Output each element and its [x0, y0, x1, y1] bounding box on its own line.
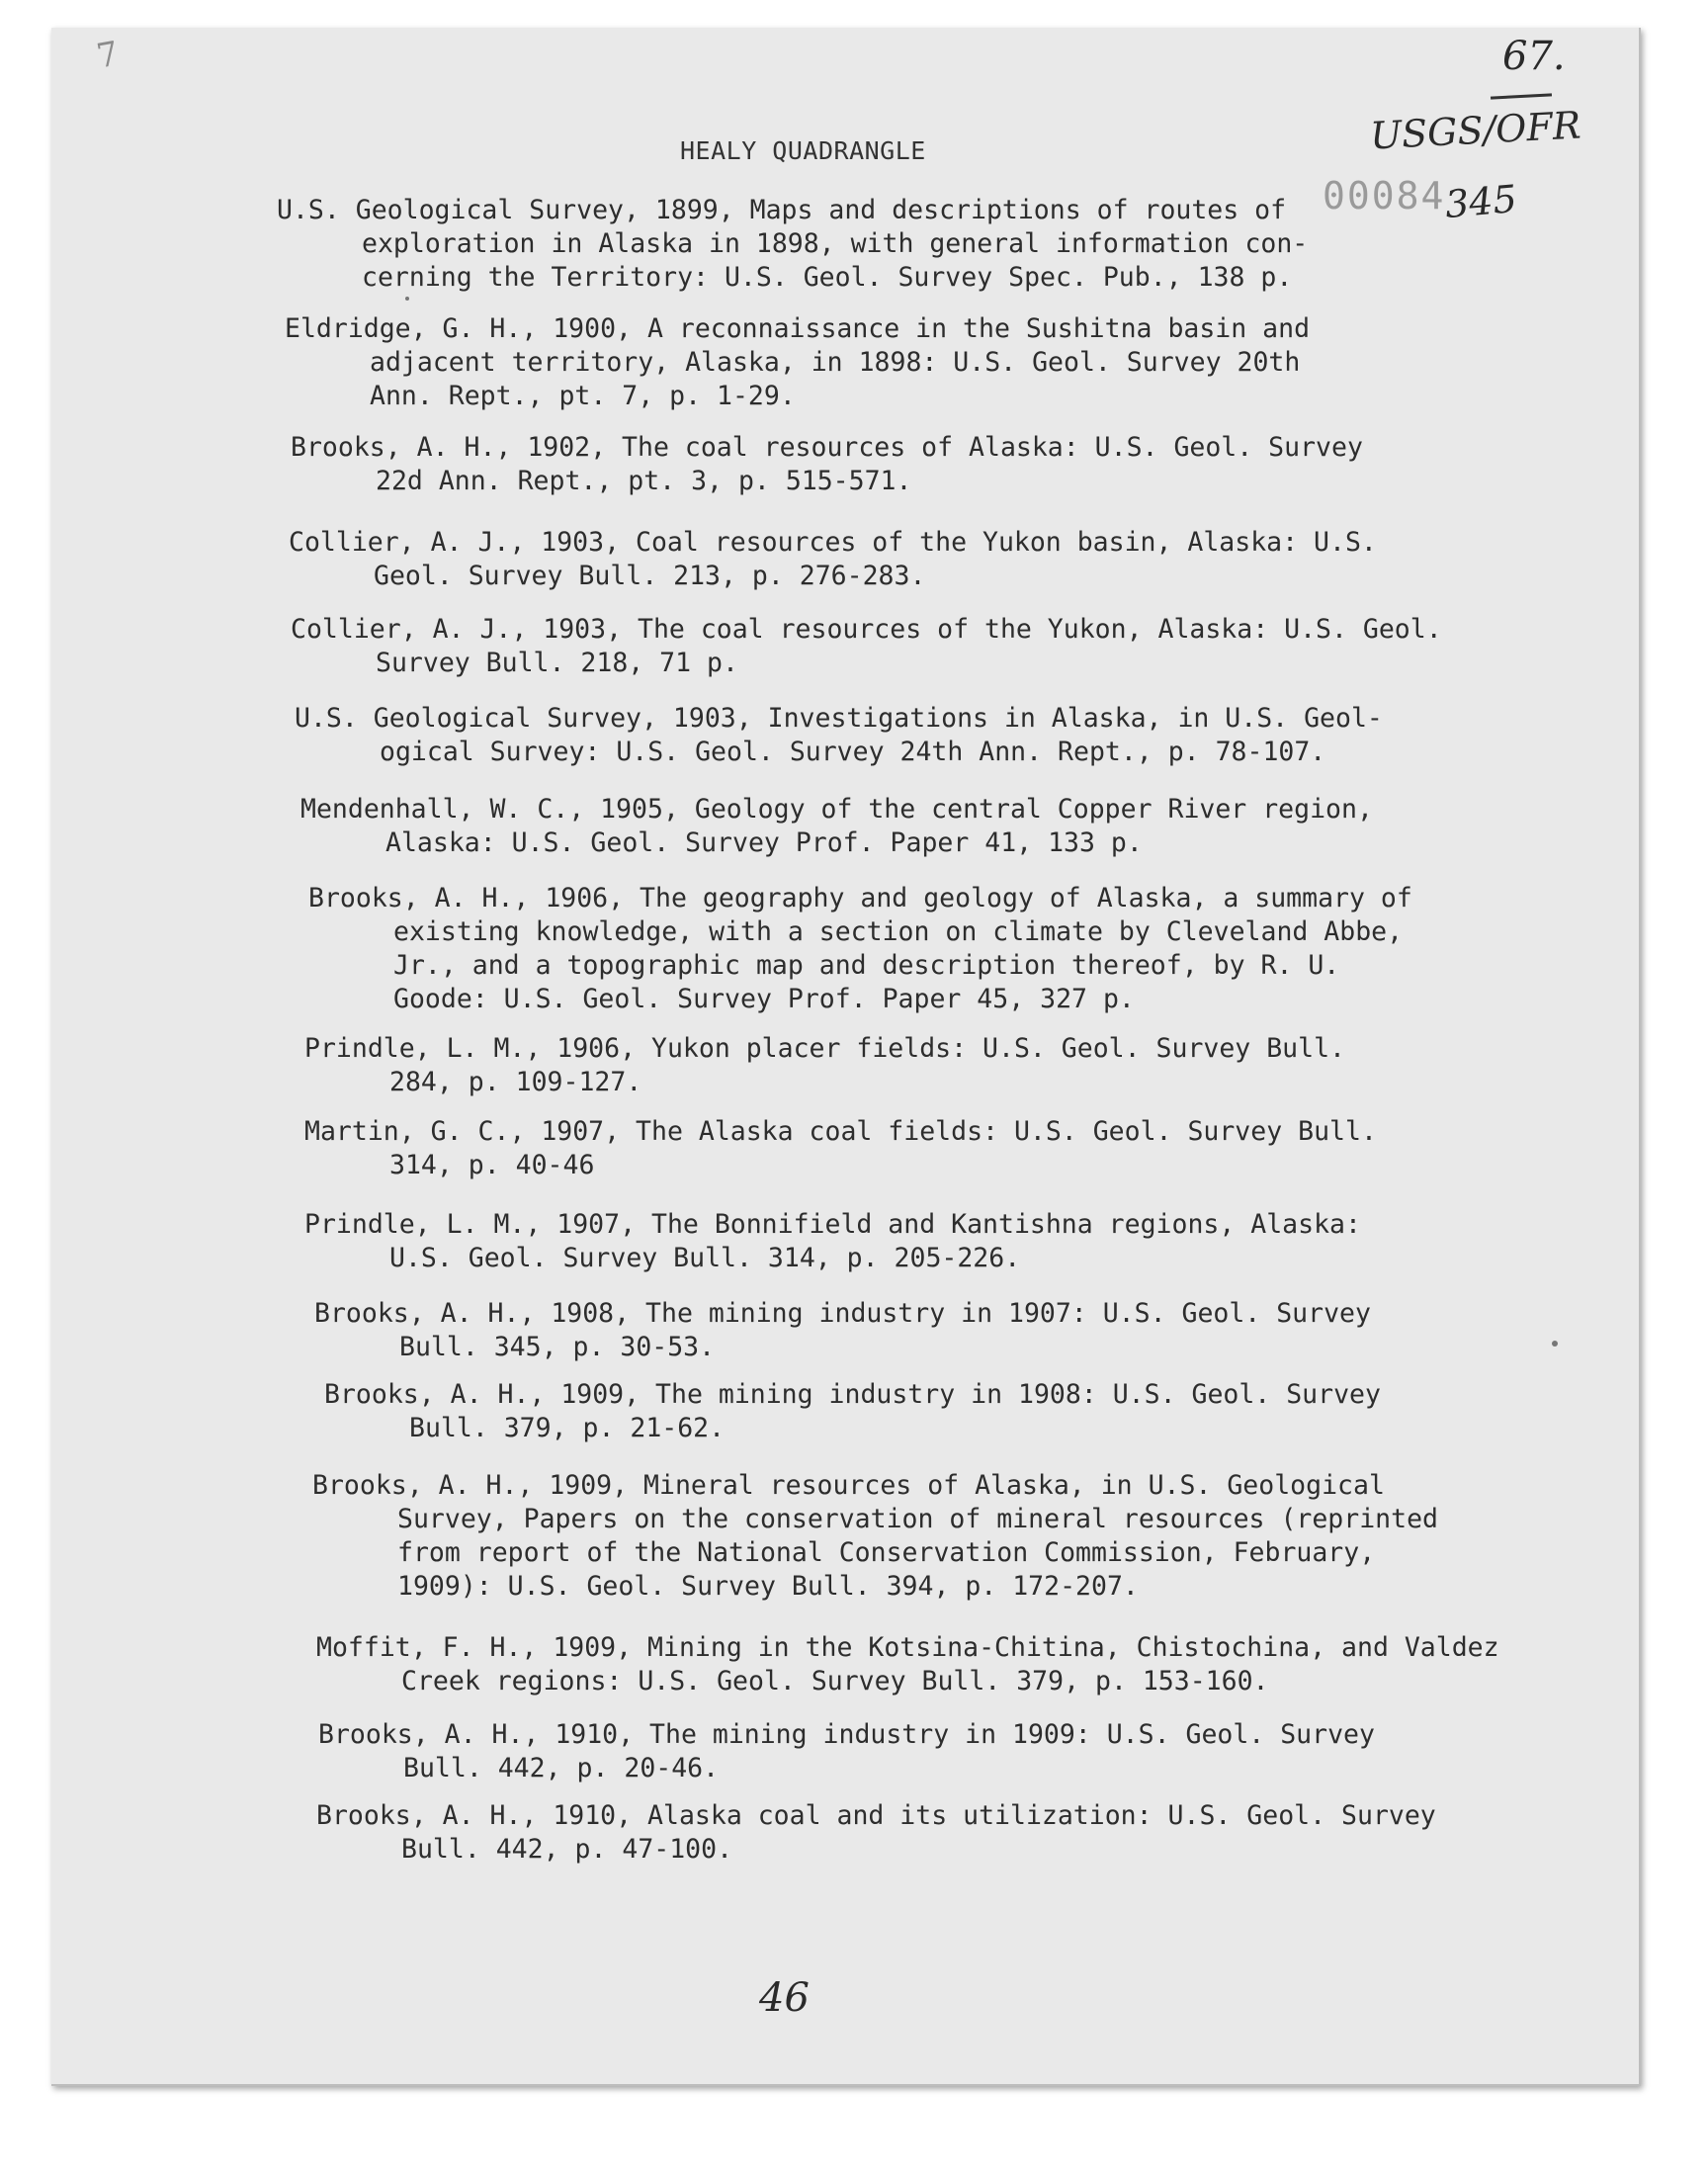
reference-line: Goode: U.S. Geol. Survey Prof. Paper 45, 327 p. [393, 984, 1135, 1014]
reference-entry [314, 1297, 1371, 1364]
speck [1552, 1341, 1558, 1347]
reference-line: Brooks, A. H., 1908, The mining industry in 1907: U.S. Geol. Survey [314, 1298, 1371, 1329]
reference-line: Brooks, A. H., 1902, The coal resources of Alaska: U.S. Geol. Survey [291, 432, 1363, 463]
reference-line: Brooks, A. H., 1910, The mining industry in 1909: U.S. Geol. Survey [318, 1719, 1375, 1750]
reference-line: Ann. Rept., pt. 7, p. 1-29. [370, 381, 796, 411]
handwritten-code: USGS/OFR [1368, 103, 1582, 158]
reference-line: Brooks, A. H., 1909, Mineral resources of Alaska, in U.S. Geological [312, 1470, 1385, 1501]
reference-line: U.S. Geol. Survey Bull. 314, p. 205-226. [389, 1243, 1021, 1273]
reference-entry [308, 882, 1412, 1016]
reference-entry [316, 1799, 1436, 1867]
reference-line: adjacent territory, Alaska, in 1898: U.S. Geol. Survey 20th [370, 347, 1301, 378]
reference-line: Bull. 379, p. 21-62. [409, 1413, 726, 1443]
reference-line: U.S. Geological Survey, 1903, Investigations in Alaska, in U.S. Geol- [295, 703, 1383, 734]
reference-line: Collier, A. J., 1903, The coal resources of the Yukon, Alaska: U.S. Geol. [291, 614, 1442, 645]
reference-entry [304, 1115, 1377, 1182]
reference-entry [291, 431, 1363, 498]
reference-line: ogical Survey: U.S. Geol. Survey 24th Ann. Rept., p. 78-107. [380, 737, 1326, 767]
reference-line: 22d Ann. Rept., pt. 3, p. 515-571. [376, 466, 912, 496]
reference-line: Survey Bull. 218, 71 p. [376, 648, 738, 678]
reference-line: Brooks, A. H., 1910, Alaska coal and its utilization: U.S. Geol. Survey [316, 1800, 1436, 1831]
reference-line: Prindle, L. M., 1907, The Bonnifield and Kantishna regions, Alaska: [304, 1209, 1361, 1240]
speck [405, 297, 409, 301]
handwritten-suffix: 345 [1443, 176, 1519, 227]
reference-line: Bull. 442, p. 47-100. [401, 1834, 733, 1865]
reference-line: 284, p. 109-127. [389, 1067, 642, 1097]
reference-entry [295, 702, 1383, 769]
reference-line: Mendenhall, W. C., 1905, Geology of the central Copper River region, [300, 794, 1373, 825]
reference-line: Creek regions: U.S. Geol. Survey Bull. 379, p. 153-160. [401, 1666, 1269, 1696]
reference-line: 314, p. 40-46 [389, 1150, 595, 1180]
reference-line: Alaska: U.S. Geol. Survey Prof. Paper 41, 133 p. [385, 827, 1143, 858]
reference-line: U.S. Geological Survey, 1899, Maps and descriptions of routes of [277, 195, 1287, 225]
reference-line: Collier, A. J., 1903, Coal resources of the Yukon basin, Alaska: U.S. [289, 527, 1377, 558]
reference-line: cerning the Territory: U.S. Geol. Survey Spec. Pub., 138 p. [362, 262, 1293, 293]
corner-mark: 7 [93, 34, 122, 77]
reference-entry [291, 613, 1442, 680]
page-title: HEALY QUADRANGLE [680, 136, 926, 165]
reference-entry [285, 312, 1310, 413]
reference-entry [324, 1378, 1381, 1445]
reference-line: 1909): U.S. Geol. Survey Bull. 394, p. 172-207. [397, 1571, 1139, 1602]
page-number: 46 [759, 1975, 810, 2021]
reference-entry [289, 526, 1377, 593]
reference-entry [316, 1631, 1499, 1698]
reference-line: Bull. 345, p. 30-53. [399, 1332, 716, 1362]
reference-entry [277, 194, 1308, 295]
reference-line: Bull. 442, p. 20-46. [403, 1753, 720, 1784]
reference-line: Eldridge, G. H., 1900, A reconnaissance in the Sushitna basin and [285, 313, 1311, 344]
stamp-number: 00084 [1323, 174, 1446, 218]
reference-line: Brooks, A. H., 1909, The mining industry in 1908: U.S. Geol. Survey [324, 1379, 1381, 1410]
reference-entry [304, 1208, 1361, 1275]
reference-line: Jr., and a topographic map and description thereof, by R. U. [393, 950, 1340, 981]
reference-entry [312, 1469, 1438, 1604]
reference-entry [304, 1032, 1345, 1099]
reference-line: exploration in Alaska in 1898, with general information con- [362, 228, 1309, 259]
reference-line: Martin, G. C., 1907, The Alaska coal fields: U.S. Geol. Survey Bull. [304, 1116, 1377, 1147]
reference-line: Geol. Survey Bull. 213, p. 276-283. [374, 561, 926, 591]
reference-entry [300, 793, 1373, 860]
reference-line: Moffit, F. H., 1909, Mining in the Kotsina-Chitina, Chistochina, and Valdez [316, 1632, 1499, 1663]
reference-line: from report of the National Conservation Commission, February, [397, 1537, 1376, 1568]
handwritten-number: 67. [1502, 34, 1566, 79]
reference-line: Survey, Papers on the conservation of mineral resources (reprinted [397, 1504, 1438, 1534]
reference-line: existing knowledge, with a section on climate by Cleveland Abbe, [393, 916, 1404, 947]
reference-entry [318, 1718, 1375, 1785]
reference-line: Prindle, L. M., 1906, Yukon placer fields: U.S. Geol. Survey Bull. [304, 1033, 1345, 1064]
reference-line: Brooks, A. H., 1906, The geography and geology of Alaska, a summary of [308, 883, 1412, 914]
